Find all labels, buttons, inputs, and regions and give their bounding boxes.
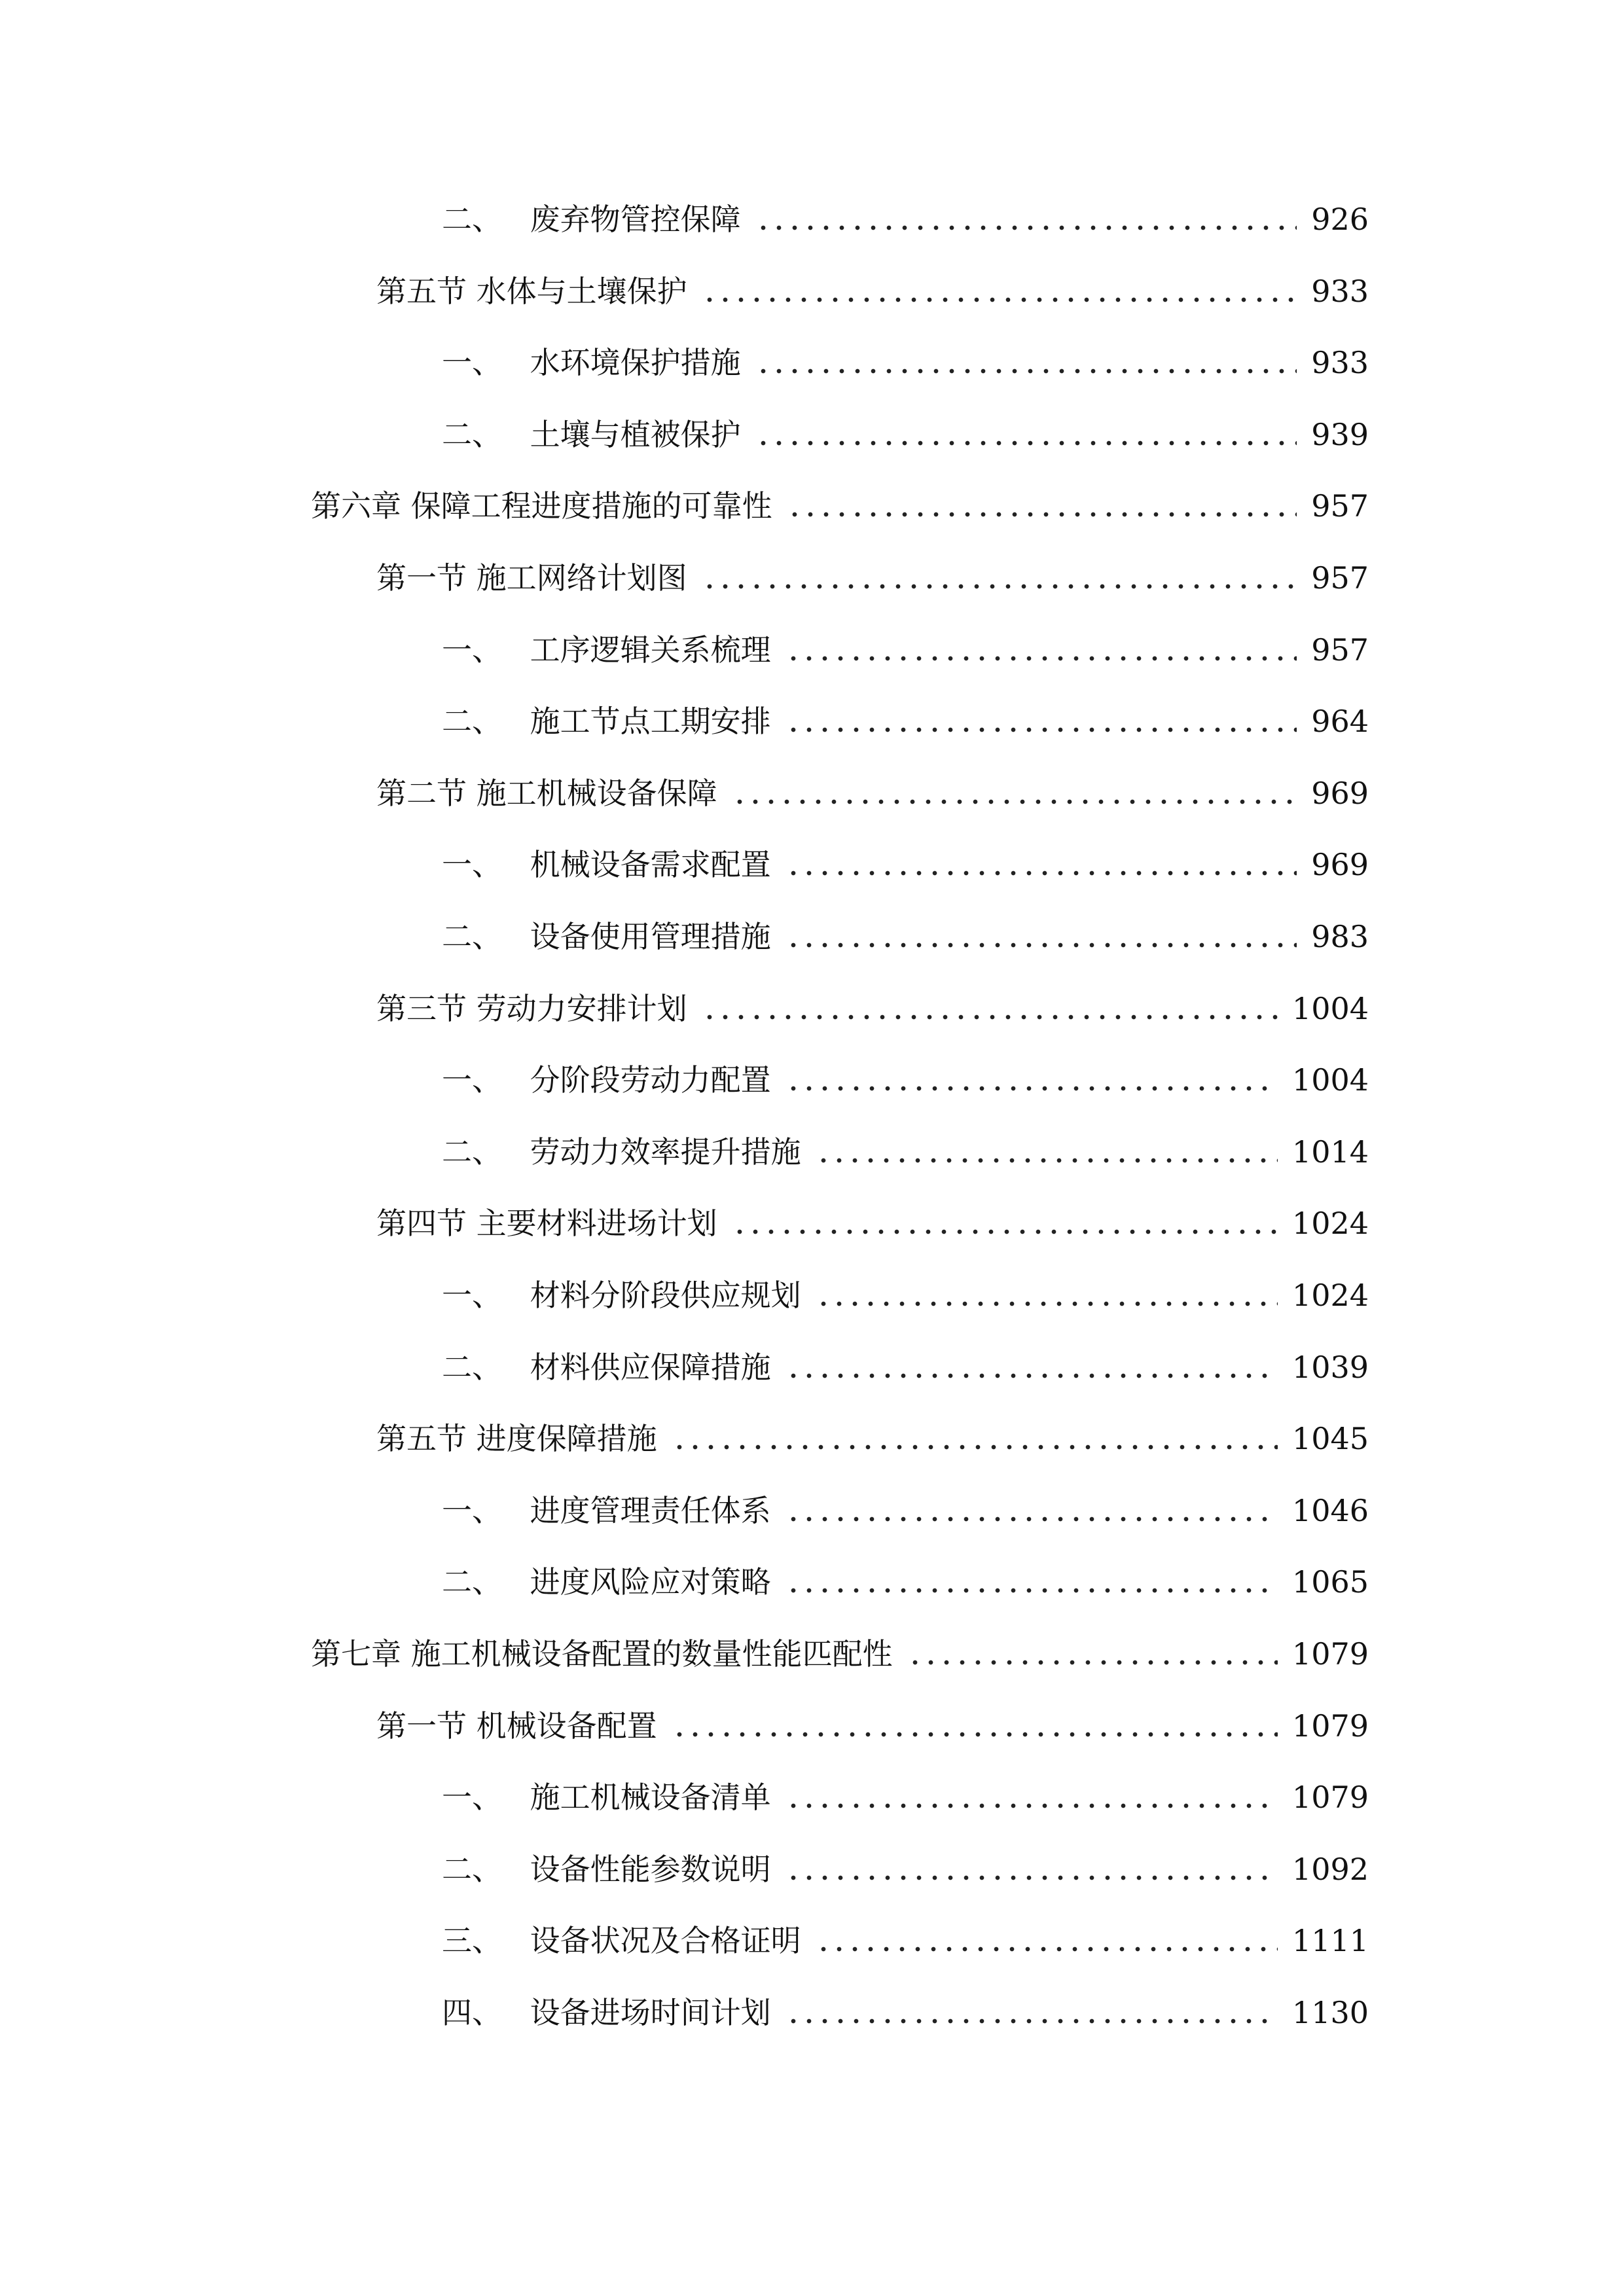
toc-entry[interactable] — [376, 1197, 1369, 1249]
toc-entry[interactable] — [311, 480, 1369, 532]
toc-entry[interactable] — [442, 1484, 1369, 1537]
dot-leader — [732, 1227, 1278, 1236]
toc-entry-label — [442, 1771, 785, 1823]
toc-entry-label — [311, 480, 787, 532]
toc-entry-label — [442, 193, 755, 245]
dot-leader — [702, 295, 1297, 304]
toc-entry-page: 933 — [1311, 345, 1369, 380]
toc-entry-number: 一、 — [442, 345, 502, 380]
toc-entry-title: 进度保障措施 — [476, 1421, 657, 1456]
dot-leader — [785, 941, 1297, 950]
toc-entry-number: 第二节 — [376, 776, 467, 811]
dot-leader — [785, 725, 1297, 734]
toc-entry-label — [376, 1700, 672, 1752]
toc-entry-page: 1079 — [1291, 1636, 1369, 1672]
toc-entry[interactable] — [442, 1556, 1369, 1608]
dot-leader — [816, 1299, 1278, 1308]
toc-entry[interactable] — [442, 1269, 1369, 1321]
toc-entry-number: 二、 — [442, 1852, 502, 1887]
dot-leader — [755, 223, 1297, 232]
toc-entry-number: 二、 — [442, 1564, 502, 1600]
dot-leader — [785, 1084, 1278, 1093]
toc-entry-title: 材料分阶段供应规划 — [530, 1278, 801, 1313]
toc-entry-number: 第三节 — [376, 991, 467, 1026]
toc-entry-page: 1014 — [1291, 1134, 1369, 1170]
toc-entry-title: 设备状况及合格证明 — [530, 1923, 801, 1958]
toc-entry[interactable] — [442, 408, 1369, 461]
toc-entry-title: 劳动力效率提升措施 — [530, 1134, 801, 1170]
toc-entry-title: 机械设备配置 — [476, 1708, 657, 1744]
toc-entry-number: 二、 — [442, 202, 502, 237]
toc-entry[interactable] — [442, 336, 1369, 389]
toc-entry[interactable] — [376, 265, 1369, 317]
toc-entry-title: 废弃物管控保障 — [530, 202, 741, 237]
dot-leader — [785, 1371, 1278, 1380]
toc-entry-number: 四、 — [442, 1995, 502, 2030]
toc-entry-label — [442, 1341, 785, 1393]
toc-entry-label — [442, 1986, 785, 2039]
dot-leader — [785, 1801, 1278, 1810]
toc-entry-label — [442, 1556, 785, 1608]
toc-entry-title: 土壤与植被保护 — [530, 417, 741, 452]
toc-entry[interactable] — [376, 982, 1369, 1035]
toc-entry[interactable] — [311, 1628, 1369, 1680]
toc-entry-label — [311, 1628, 907, 1680]
dot-leader — [732, 797, 1297, 806]
toc-entry-title: 施工节点工期安排 — [530, 704, 771, 739]
toc-entry-page: 1004 — [1291, 991, 1369, 1026]
toc-entry-page: 1046 — [1291, 1493, 1369, 1528]
dot-leader — [785, 1873, 1278, 1882]
toc-entry[interactable] — [442, 838, 1369, 891]
toc-entry[interactable] — [376, 767, 1369, 819]
toc-entry-page: 1079 — [1291, 1708, 1369, 1744]
toc-entry-label — [442, 1914, 816, 1967]
toc-entry[interactable] — [442, 624, 1369, 676]
toc-entry-page: 1004 — [1291, 1062, 1369, 1098]
toc-entry-number: 第六章 — [311, 488, 401, 524]
toc-entry-number: 二、 — [442, 1350, 502, 1385]
toc-entry-number: 第七章 — [311, 1636, 401, 1672]
toc-entry-page: 1024 — [1291, 1278, 1369, 1313]
dot-leader — [702, 1013, 1278, 1022]
dot-leader — [755, 367, 1297, 376]
toc-entry-number: 一、 — [442, 1780, 502, 1815]
toc-entry-title: 施工机械设备配置的数量性能匹配性 — [410, 1636, 893, 1672]
toc-entry-title: 设备进场时间计划 — [530, 1995, 771, 2030]
toc-entry-label — [442, 695, 785, 747]
toc-entry-label — [442, 624, 785, 676]
toc-entry-label — [442, 1843, 785, 1895]
toc-entry-number: 二、 — [442, 919, 502, 954]
toc-entry-label — [442, 1054, 785, 1106]
toc-entry-number: 一、 — [442, 847, 502, 882]
toc-entry-label — [376, 552, 702, 604]
toc-entry-title: 施工机械设备保障 — [476, 776, 717, 811]
toc-entry-page: 1045 — [1291, 1421, 1369, 1456]
dot-leader — [816, 1156, 1278, 1165]
dot-leader — [702, 582, 1297, 591]
toc-entry[interactable] — [442, 695, 1369, 747]
toc-entry-title: 施工网络计划图 — [476, 560, 687, 596]
dot-leader — [785, 1515, 1278, 1524]
toc-entry[interactable] — [442, 910, 1369, 963]
toc-entry-title: 机械设备需求配置 — [530, 847, 771, 882]
toc-entry-label — [442, 336, 755, 389]
toc-entry-number: 一、 — [442, 632, 502, 668]
toc-entry-page: 957 — [1311, 632, 1369, 668]
toc-entry-number: 二、 — [442, 1134, 502, 1170]
toc-entry-title: 工序逻辑关系梳理 — [530, 632, 771, 668]
toc-entry[interactable] — [376, 1700, 1369, 1752]
toc-entry-title: 水体与土壤保护 — [476, 274, 687, 309]
toc-entry-page: 957 — [1311, 488, 1369, 524]
toc-entry-number: 第一节 — [376, 1708, 467, 1744]
toc-entry-page: 939 — [1311, 417, 1369, 452]
toc-entry-number: 二、 — [442, 417, 502, 452]
toc-entry-title: 分阶段劳动力配置 — [530, 1062, 771, 1098]
toc-entry-title: 施工机械设备清单 — [530, 1780, 771, 1815]
toc-entry[interactable] — [442, 1771, 1369, 1823]
toc-entry-page: 957 — [1311, 560, 1369, 596]
toc-entry-title: 水环境保护措施 — [530, 345, 741, 380]
dot-leader — [672, 1443, 1278, 1452]
toc-entry-page: 1039 — [1291, 1350, 1369, 1385]
toc-entry-label — [376, 1412, 672, 1465]
toc-entry-title: 设备使用管理措施 — [530, 919, 771, 954]
toc-entry-label — [442, 1126, 816, 1178]
toc-entry[interactable] — [442, 1341, 1369, 1393]
toc-entry-page: 1024 — [1291, 1206, 1369, 1241]
toc-entry[interactable] — [376, 1412, 1369, 1465]
toc-entry-number: 三、 — [442, 1923, 502, 1958]
dot-leader — [907, 1658, 1278, 1667]
toc-entry-page: 1065 — [1291, 1564, 1369, 1600]
toc-entry-label — [442, 1484, 785, 1537]
toc-entry-title: 劳动力安排计划 — [476, 991, 687, 1026]
toc-entry-label — [376, 767, 732, 819]
toc-entry[interactable] — [442, 1054, 1369, 1106]
toc-entry[interactable] — [442, 1914, 1369, 1967]
dot-leader — [785, 2017, 1278, 2026]
toc-entry-title: 主要材料进场计划 — [476, 1206, 717, 1241]
toc-entry-number: 第一节 — [376, 560, 467, 596]
toc-entry[interactable] — [442, 193, 1369, 245]
toc-entry-label — [376, 982, 702, 1035]
toc-entry-page: 969 — [1311, 776, 1369, 811]
dot-leader — [672, 1730, 1278, 1739]
toc-entry-title: 保障工程进度措施的可靠性 — [410, 488, 772, 524]
toc-entry-label — [376, 1197, 732, 1249]
toc-entry-page: 933 — [1311, 274, 1369, 309]
toc-entry-label — [442, 838, 785, 891]
toc-entry[interactable] — [442, 1986, 1369, 2039]
toc-entry-number: 二、 — [442, 704, 502, 739]
toc-entry-title: 进度风险应对策略 — [530, 1564, 771, 1600]
toc-entry-number: 一、 — [442, 1493, 502, 1528]
toc-entry-number: 一、 — [442, 1278, 502, 1313]
toc-entry-number: 第四节 — [376, 1206, 467, 1241]
toc-entry-title: 设备性能参数说明 — [530, 1852, 771, 1887]
toc-entry-page: 969 — [1311, 847, 1369, 882]
toc-entry-page: 1111 — [1291, 1923, 1369, 1958]
dot-leader — [787, 510, 1297, 519]
dot-leader — [816, 1945, 1278, 1954]
toc-entry[interactable] — [376, 552, 1369, 604]
toc-entry-page: 1092 — [1291, 1852, 1369, 1887]
toc-entry-label — [442, 910, 785, 963]
toc-entry[interactable] — [442, 1126, 1369, 1178]
toc-entry-page: 926 — [1311, 202, 1369, 237]
toc-entry-page: 1130 — [1291, 1995, 1369, 2030]
toc-entry-page: 964 — [1311, 704, 1369, 739]
toc-entry-title: 材料供应保障措施 — [530, 1350, 771, 1385]
toc-entry-page: 1079 — [1291, 1780, 1369, 1815]
toc-entry-title: 进度管理责任体系 — [530, 1493, 771, 1528]
toc-entry-number: 第五节 — [376, 274, 467, 309]
toc-entry-page: 983 — [1311, 919, 1369, 954]
toc-entry-number: 一、 — [442, 1062, 502, 1098]
toc-entry-label — [376, 265, 702, 317]
toc-entry[interactable] — [442, 1843, 1369, 1895]
dot-leader — [755, 439, 1297, 448]
dot-leader — [785, 869, 1297, 878]
toc-entry-label — [442, 1269, 816, 1321]
dot-leader — [785, 1586, 1278, 1595]
toc-entry-number: 第五节 — [376, 1421, 467, 1456]
toc-entry-label — [442, 408, 755, 461]
dot-leader — [785, 654, 1297, 663]
